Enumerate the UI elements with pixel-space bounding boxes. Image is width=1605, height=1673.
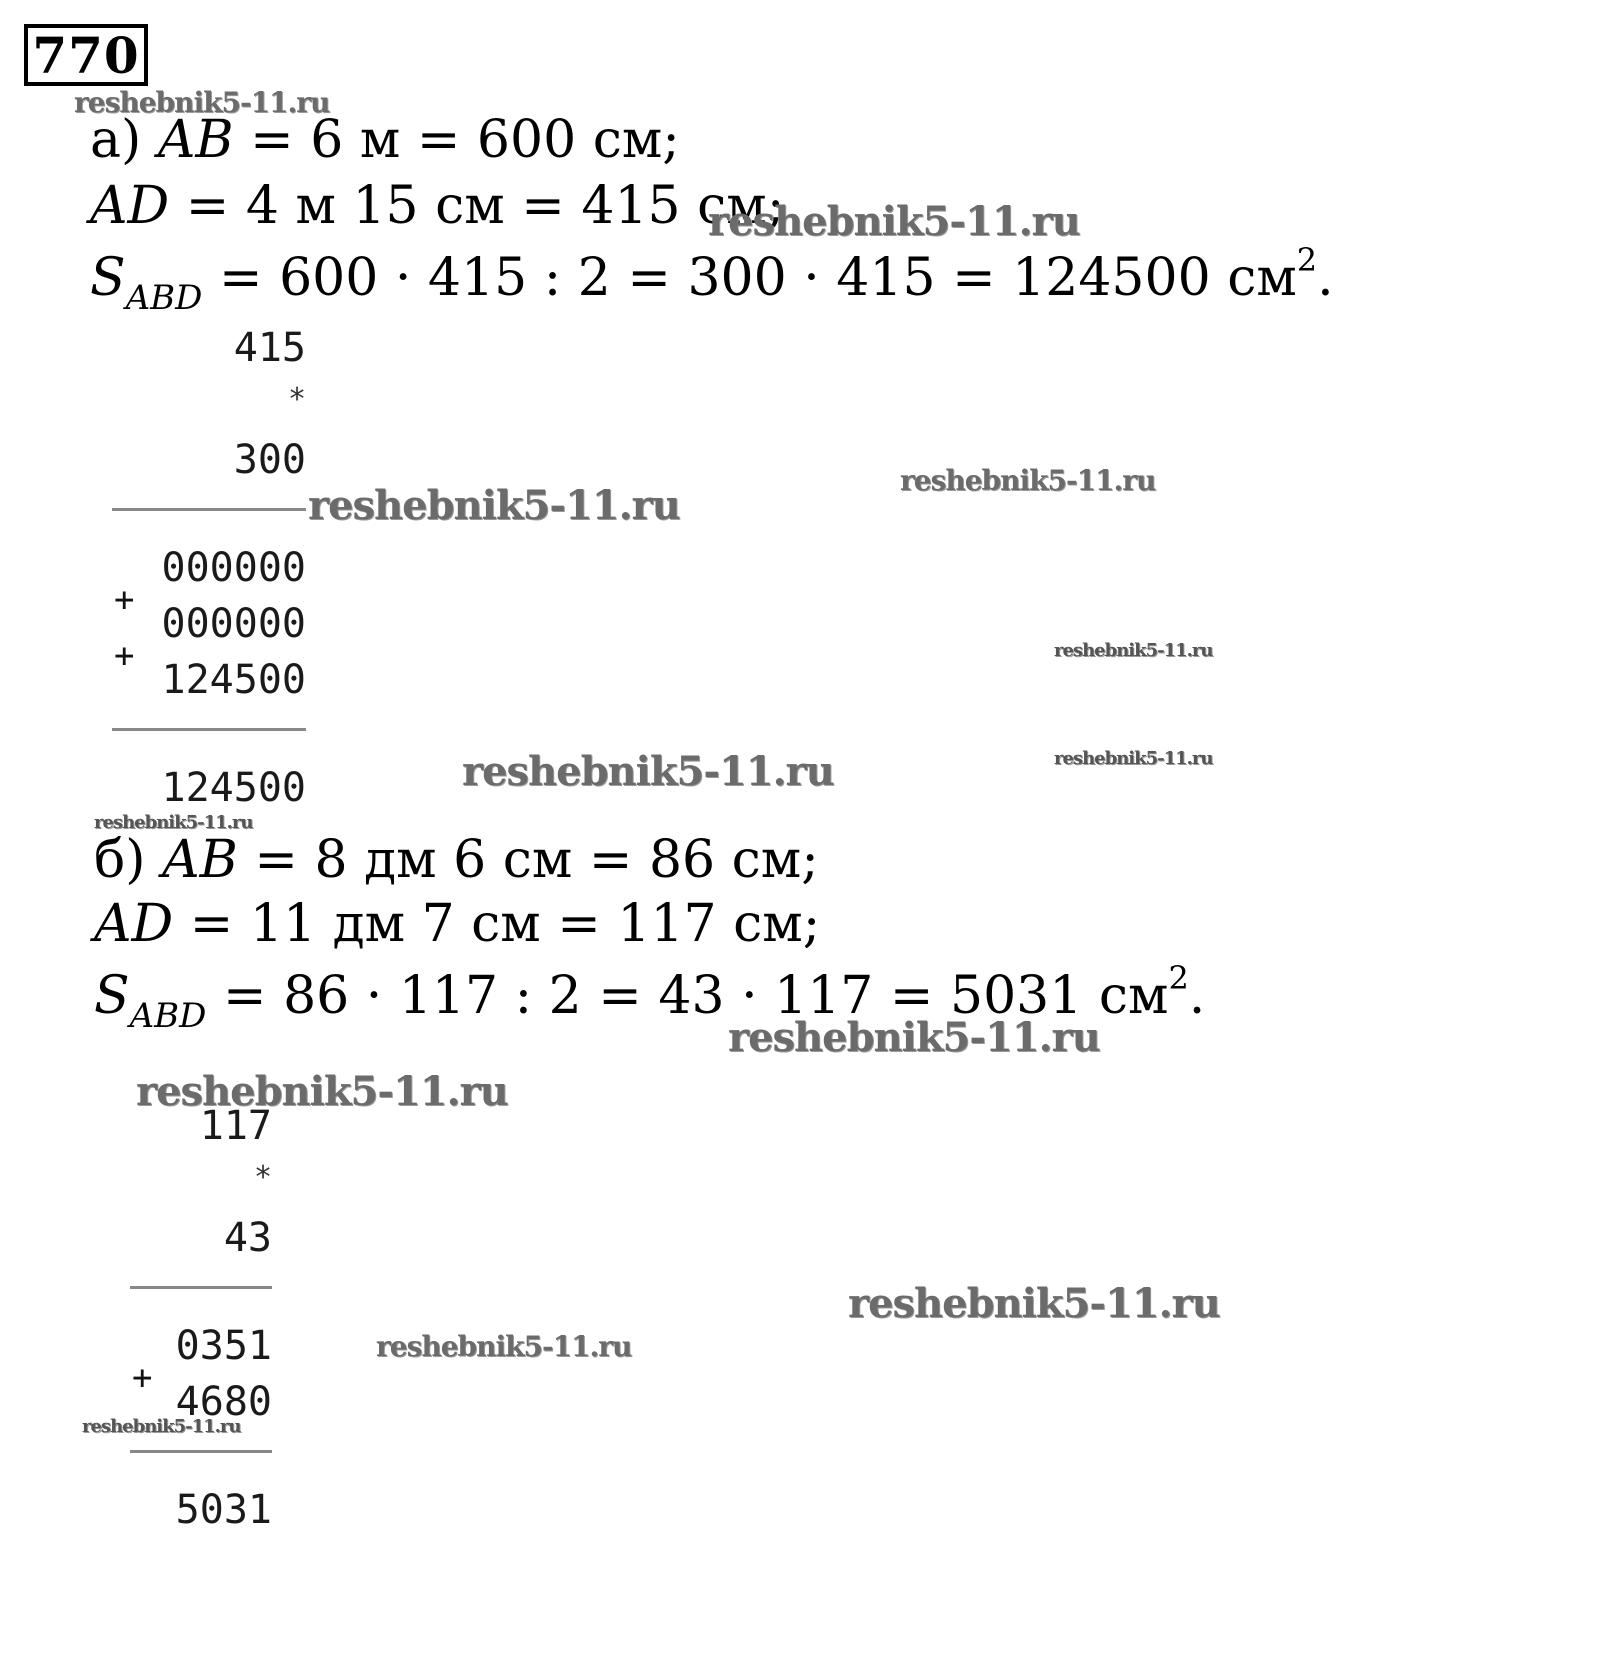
part-a-ab-value: = 6 м = 600 см; [233,110,680,170]
part-a-ad-var: AD [90,176,170,236]
watermark: reshebnik5-11.ru [462,748,834,795]
part-a-area-symbol: S [90,248,126,308]
part-a-rule-1 [112,508,306,511]
problem-number: 770 [32,25,140,85]
part-a-plus-1: + [114,580,135,620]
watermark: reshebnik5-11.ru [1054,748,1213,769]
part-a-result: 124500 [161,765,306,811]
part-b-rule-2 [130,1450,272,1453]
watermark: reshebnik5-11.ru [728,1014,1100,1061]
problem-number-box [24,24,148,86]
watermark: reshebnik5-11.ru [708,198,1080,245]
part-a-plus-2: + [114,636,135,676]
part-b-ab-var: AB [162,830,238,890]
watermark: reshebnik5-11.ru [848,1280,1220,1327]
part-a-area-expression: = 600 · 415 : 2 = 300 · 415 = 124500 см [202,248,1297,308]
part-a-partial-3: 124500 [161,657,306,703]
part-a-line-1 [90,110,680,170]
part-a-ad-value: = 4 м 15 см = 415 см; [169,176,785,236]
part-b-area-expression: = 86 · 117 : 2 = 43 · 117 = 5031 см [206,966,1169,1026]
part-b-operator: * [253,1160,272,1195]
part-a-multiplicand: 415 [233,325,306,371]
part-a-line-2 [90,176,785,236]
part-b-area-period: . [1188,966,1206,1026]
part-b-ad-value: = 11 дм 7 см = 117 см; [173,894,821,954]
part-a-ab-var: AB [157,110,234,170]
watermark: reshebnik5-11.ru [94,812,253,833]
watermark: reshebnik5-11.ru [376,1330,632,1363]
part-a-area-period: . [1317,248,1334,308]
part-a-area-subscript: ABD [125,278,203,318]
part-b-prefix: б) [94,830,163,890]
part-b-partial-2: 4680 [175,1379,272,1425]
part-b-result: 5031 [175,1487,272,1533]
watermark: reshebnik5-11.ru [74,86,330,119]
part-b-multiplicand: 117 [199,1103,272,1149]
part-b-line-2 [94,894,821,954]
part-a-rule-2 [112,728,306,731]
part-b-ab-value: = 8 дм 6 см = 86 см; [237,830,819,890]
part-b-area-subscript: ABD [129,996,207,1036]
watermark: reshebnik5-11.ru [82,1416,241,1437]
part-b-line-1 [94,830,819,890]
watermark: reshebnik5-11.ru [1054,640,1213,661]
part-b-partial-1: 0351 [175,1323,272,1369]
part-a-multiplier: 300 [233,437,306,483]
part-a-line-3 [90,241,1334,318]
part-a-partial-2: 000000 [161,601,306,647]
watermark: reshebnik5-11.ru [308,482,680,529]
part-a-operator: * [287,382,306,417]
part-b-ad-var: AD [94,894,174,954]
part-a-partial-1: 000000 [161,545,306,591]
part-a-prefix: а) [90,110,158,170]
part-b-area-symbol: S [94,966,130,1026]
part-b-plus: + [132,1358,153,1398]
part-b-multiplier: 43 [223,1215,272,1261]
watermark: reshebnik5-11.ru [136,1068,508,1115]
part-b-rule-1 [130,1286,272,1289]
part-a-area-exponent: 2 [1296,241,1318,279]
watermark: reshebnik5-11.ru [900,464,1156,497]
part-b-area-exponent: 2 [1168,959,1189,997]
